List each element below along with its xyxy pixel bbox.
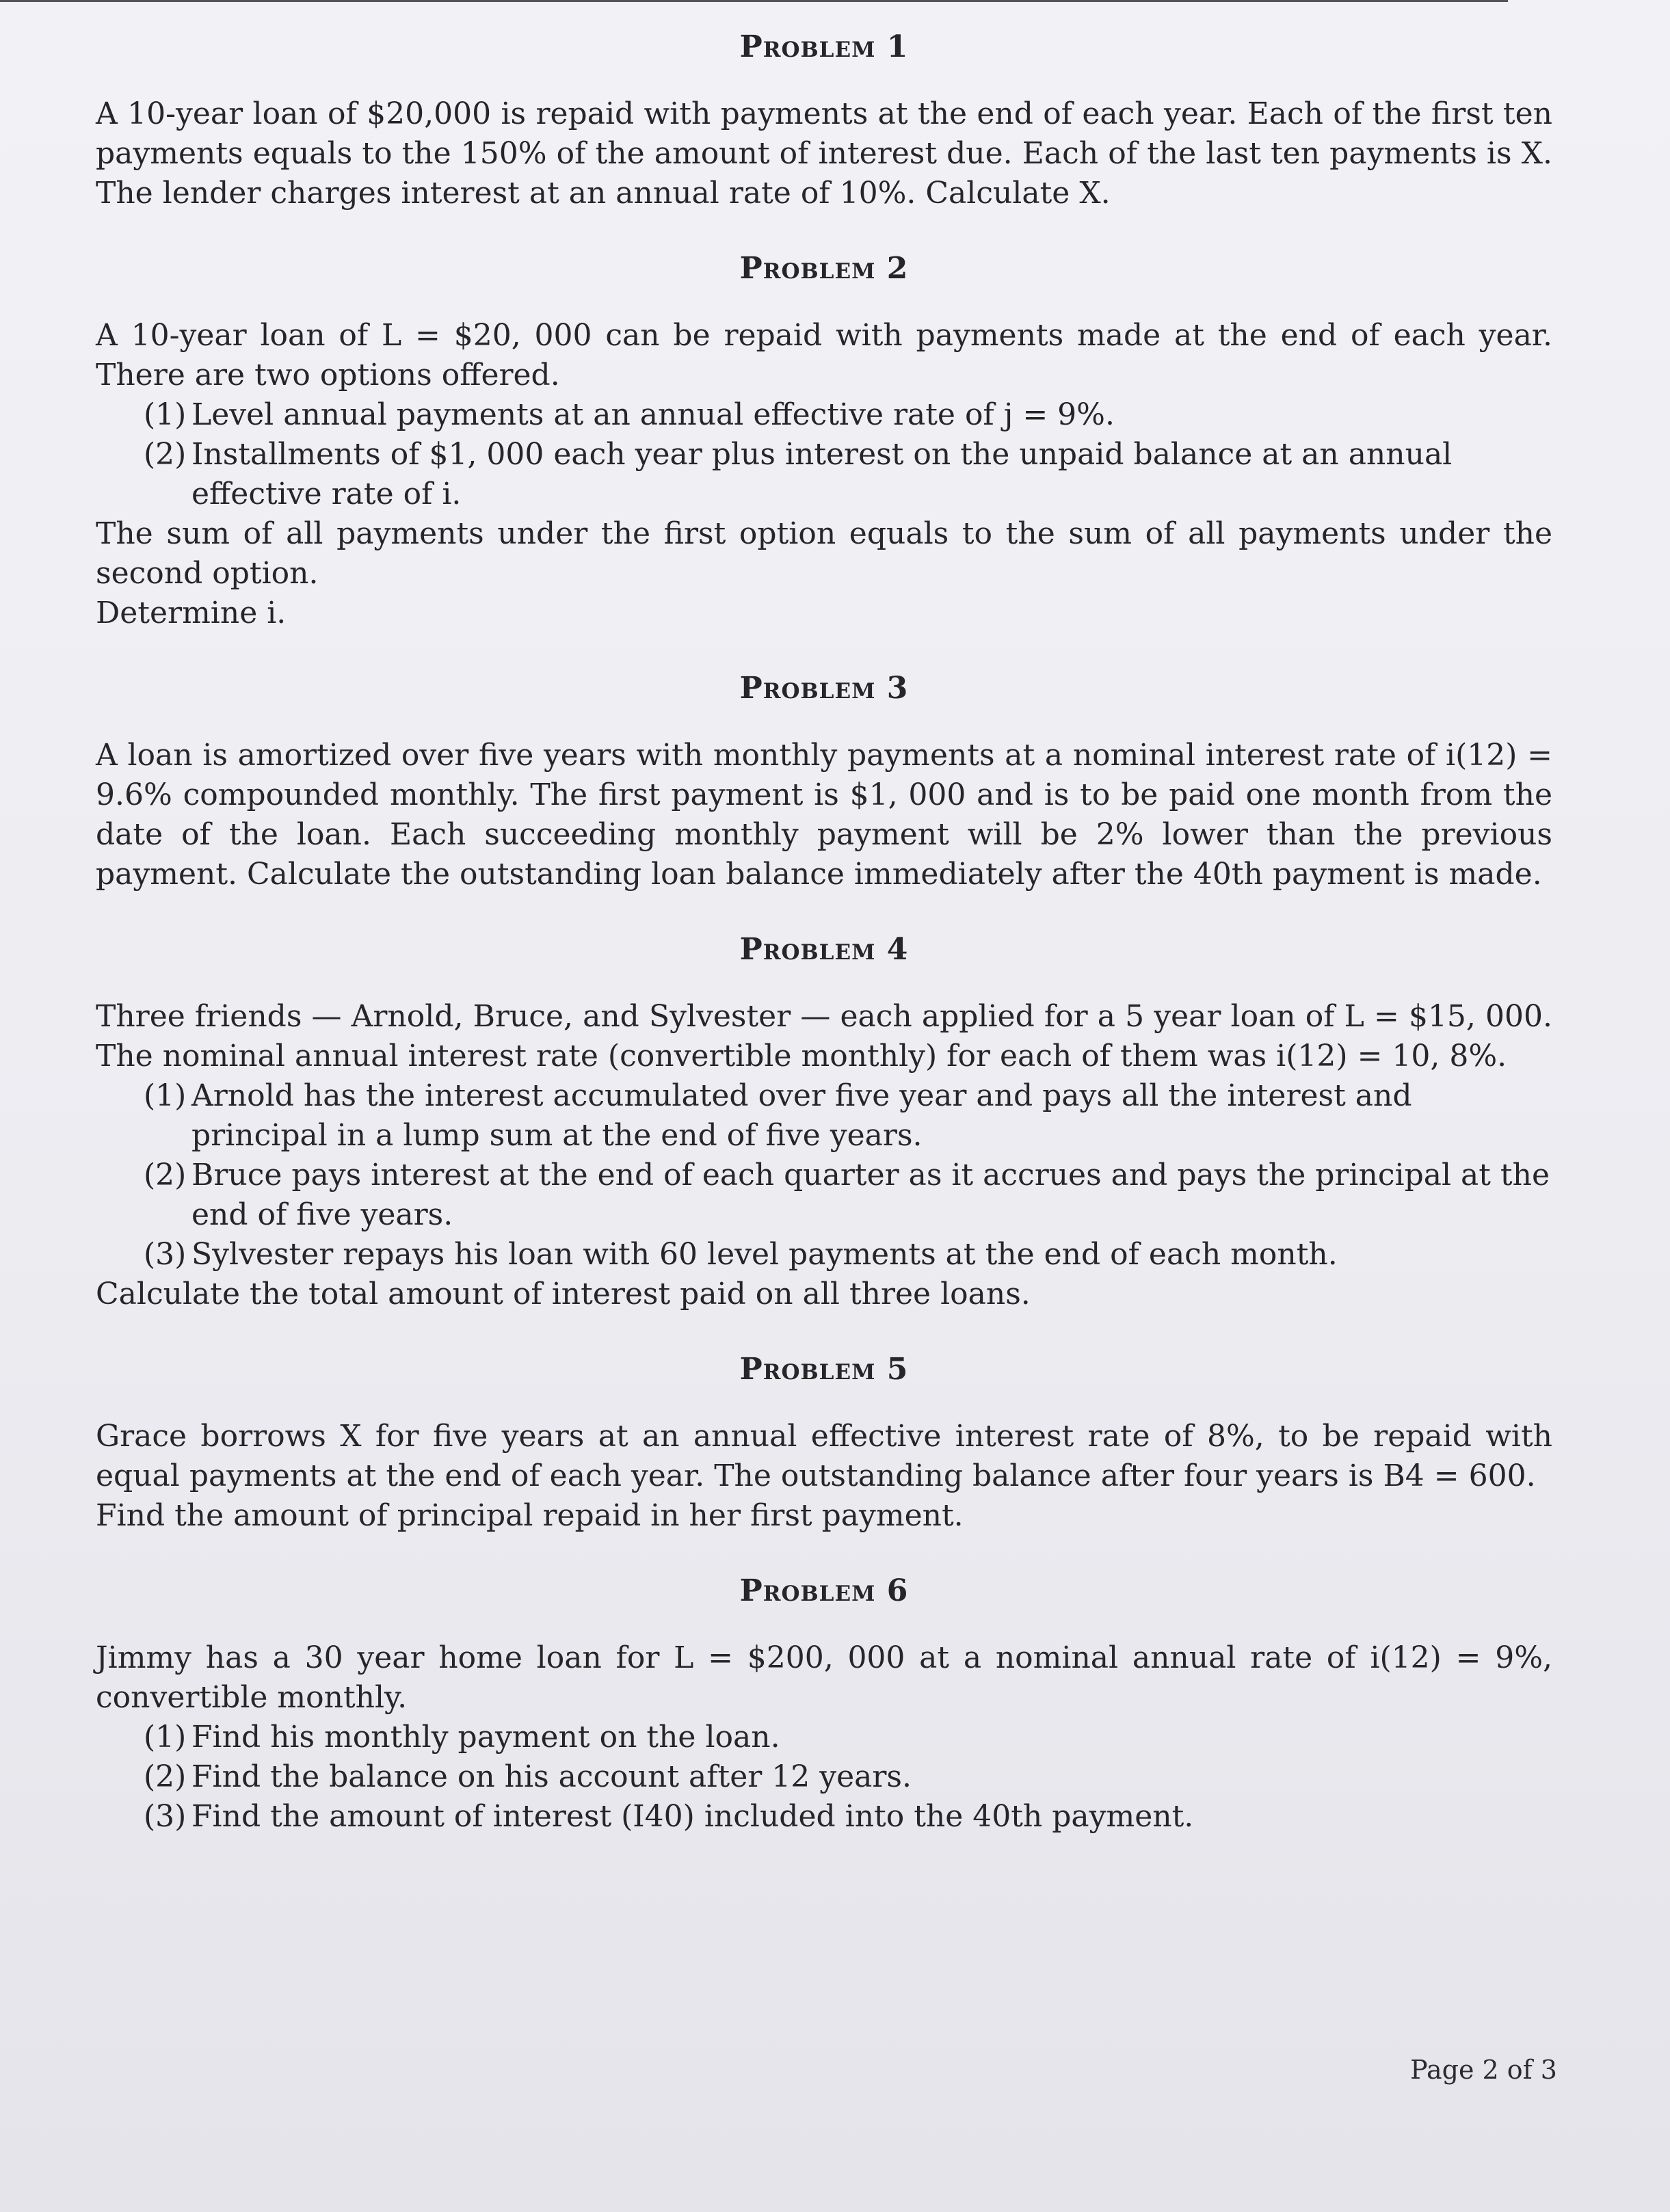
item-text: Find his monthly payment on the loan. — [191, 1720, 780, 1755]
problem-3-text: A loan is amortized over five years with monthly payments at a nominal interest rate of i(12) = 9.6% compounded monthly. The first payment is $1, 000 and is to be paid one month from the date of the loan. Each succeeding monthly payment will be 2% lower than the previous payment. Calculate the outstanding loan balance immediately after the 40th payment is made. — [96, 738, 1552, 892]
item-number: (1) — [144, 1720, 187, 1755]
item-text: Bruce pays interest at the end of each quarter as it accrues and pays the principal at the end of five years. — [191, 1158, 1550, 1232]
item-number: (3) — [144, 1799, 187, 1834]
problem-6-tasks — [96, 1718, 1552, 1837]
problem-3 — [96, 669, 1552, 894]
problem-5-question: Find the amount of principal repaid in her first payment. — [96, 1498, 964, 1533]
list-item — [96, 1076, 1552, 1156]
problem-4-title: Problem 4 — [739, 932, 909, 967]
problem-5-text: Grace borrows X for five years at an annual effective interest rate of 8%, to be repaid with equal payments at the end of each year. The outstanding balance after four years is B4 = 600. — [96, 1419, 1552, 1493]
problem-2 — [96, 249, 1552, 633]
problem-2-options — [96, 395, 1552, 514]
list-item — [96, 395, 1552, 435]
problem-4-intro: Three friends — Arnold, Bruce, and Sylvester — each applied for a 5 year loan of L = $15, 000. The nominal annual interest rate (convertible monthly) for each of them was i(12) = 10, 8%. — [96, 999, 1552, 1074]
top-rule — [0, 0, 1508, 2]
problem-4 — [96, 930, 1552, 1314]
problem-1-text: A 10-year loan of $20,000 is repaid with payments at the end of each year. Each of the first ten payments equals to the 150% of the amount of interest due. Each of the last ten payments is X. The lender charges interest at an annual rate of 10%. Calculate X. — [96, 96, 1552, 211]
item-number: (1) — [144, 397, 187, 432]
list-item — [96, 1235, 1552, 1275]
problem-1-title: Problem 1 — [739, 29, 909, 64]
problem-2-outro: The sum of all payments under the first option equals to the sum of all payments under the second option. — [96, 516, 1552, 591]
item-text: Find the balance on his account after 12 years. — [191, 1759, 912, 1794]
problem-2-title: Problem 2 — [739, 251, 909, 286]
problem-1 — [96, 27, 1552, 213]
item-text: Installments of $1, 000 each year plus interest on the unpaid balance at an annual effective rate of i. — [191, 437, 1453, 511]
list-item — [96, 1757, 1552, 1797]
problem-4-cases — [96, 1076, 1552, 1275]
item-number: (1) — [144, 1078, 187, 1113]
list-item — [96, 435, 1552, 514]
list-item — [96, 1797, 1552, 1837]
problem-3-title: Problem 3 — [739, 671, 909, 706]
problem-6-intro: Jimmy has a 30 year home loan for L = $200, 000 at a nominal annual rate of i(12) = 9%, convertible monthly. — [96, 1640, 1552, 1715]
problem-6 — [96, 1571, 1552, 1837]
item-number: (3) — [144, 1237, 187, 1272]
list-item — [96, 1156, 1552, 1235]
problem-5 — [96, 1350, 1552, 1536]
item-text: Level annual payments at an annual effective rate of j = 9%. — [191, 397, 1115, 432]
item-number: (2) — [144, 1158, 187, 1192]
problem-5-title: Problem 5 — [739, 1352, 909, 1387]
item-number: (2) — [144, 437, 187, 472]
item-number: (2) — [144, 1759, 187, 1794]
problem-4-question: Calculate the total amount of interest paid on all three loans. — [96, 1277, 1031, 1311]
problem-2-intro: A 10-year loan of L = $20, 000 can be repaid with payments made at the end of each year. There are two options offered. — [96, 318, 1552, 392]
page-number: Page 2 of 3 — [1410, 2055, 1557, 2085]
problem-2-question: Determine i. — [96, 596, 287, 630]
item-text: Arnold has the interest accumulated over five year and pays all the interest and principal in a lump sum at the end of five years. — [191, 1078, 1412, 1153]
problem-set — [96, 27, 1552, 1837]
problem-6-title: Problem 6 — [739, 1573, 909, 1608]
list-item — [96, 1718, 1552, 1757]
item-text: Sylvester repays his loan with 60 level payments at the end of each month. — [191, 1237, 1338, 1272]
item-text: Find the amount of interest (I40) included into the 40th payment. — [191, 1799, 1194, 1834]
